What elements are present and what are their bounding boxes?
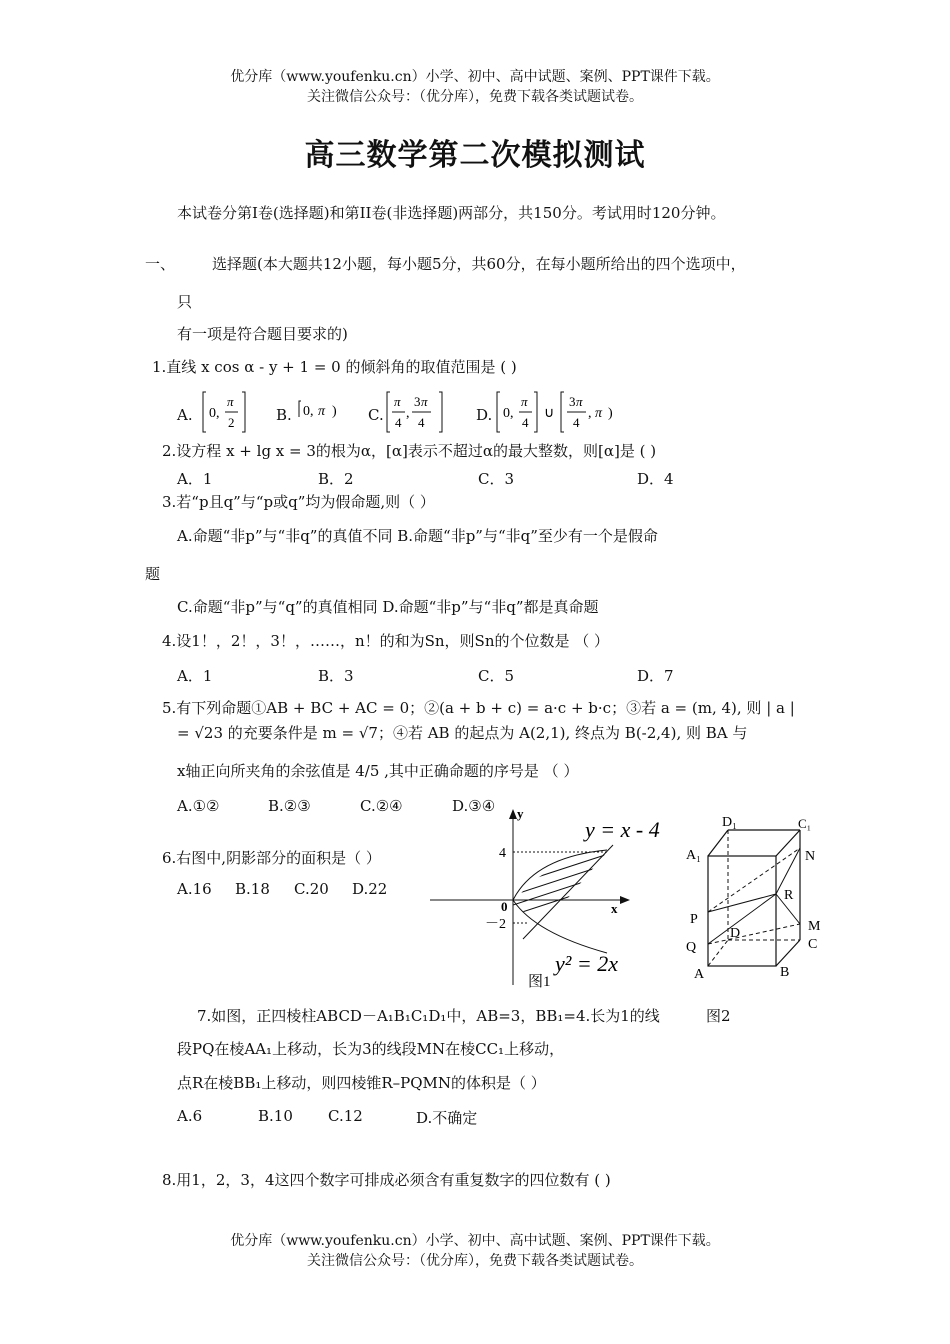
intro-text: 本试卷分第I卷(选择题)和第II卷(非选择题)两部分，共150分。考试用时120分钟。 xyxy=(177,204,726,222)
q2-stem: 2.设方程 x + lg x = 3的根为α，[α]表示不超过α的最大整数，则[α]是 ( ) xyxy=(162,442,657,460)
svg-text:0,: 0, xyxy=(503,406,514,421)
origin-label: 0 xyxy=(501,899,508,914)
section-text-b: 只 xyxy=(177,293,193,311)
svg-text:π: π xyxy=(421,394,428,409)
header-line-2: 关注微信公众号：（优分库），免费下载各类试题试卷。 xyxy=(307,89,643,105)
svg-text:π: π xyxy=(227,394,234,409)
label-p: P xyxy=(690,912,698,927)
q6-option-d: D.22 xyxy=(352,880,388,898)
figure-2-prism xyxy=(680,812,830,982)
svg-text:4: 4 xyxy=(395,415,402,430)
page-title: 高三数学第二次模拟测试 xyxy=(304,138,646,173)
q7-line-3: 点R在棱BB₁上移动，则四棱锥R–PQMN的体积是（ ） xyxy=(177,1074,546,1092)
label-r: R xyxy=(784,888,794,903)
q1-option-c-label: C. xyxy=(368,406,384,424)
section-text-c: 有一项是符合题目要求的) xyxy=(177,325,348,343)
label-q: Q xyxy=(686,940,697,955)
label-d1: D₁ xyxy=(722,815,737,830)
svg-text:0,: 0, xyxy=(209,406,220,421)
q1-option-a-label: A. xyxy=(177,406,193,424)
tick-4: 4 xyxy=(499,846,506,861)
svg-text:π: π xyxy=(576,394,583,409)
svg-text:): ) xyxy=(332,404,337,419)
q4-option-a: A．1 xyxy=(177,667,213,685)
label-m: M xyxy=(808,919,821,934)
svg-text:,: , xyxy=(406,406,410,421)
label-d: D xyxy=(730,926,741,941)
q5-line-1: 5.有下列命题①AB + BC + AC = 0；②(a + b + c) = a·c + b·c；③若 a = (m, 4), 则 | a | xyxy=(162,699,795,717)
q3-options-ab: A.命题“非p”与“非q”的真值不同 B.命题“非p”与“非q”至少有一个是假命 xyxy=(177,527,658,545)
q1-option-d-interval xyxy=(494,390,622,436)
q2-option-c: C．3 xyxy=(478,470,515,488)
q1-option-b-label: B. xyxy=(276,406,292,424)
label-b: B xyxy=(780,965,790,980)
svg-text:4: 4 xyxy=(573,415,580,430)
figure-1-graph xyxy=(425,805,675,990)
label-c: C xyxy=(808,937,818,952)
label-c1: C₁ xyxy=(798,816,812,831)
svg-text:π: π xyxy=(595,406,603,421)
y-axis-label: y xyxy=(517,806,524,821)
q2-option-b: B．2 xyxy=(318,470,354,488)
x-axis-label: x xyxy=(611,901,618,916)
q4-stem: 4.设1！，2！，3！，……，n！的和为Sn，则Sn的个位数是 （ ） xyxy=(162,632,610,650)
q5-line-3: x轴正向所夹角的余弦值是 4/5 ,其中正确命题的序号是 （ ） xyxy=(177,762,579,780)
footer-line-2: 关注微信公众号：（优分库），免费下载各类试题试卷。 xyxy=(307,1253,643,1269)
figure-2-caption: 图2 xyxy=(706,1007,731,1025)
svg-text:,: , xyxy=(588,406,592,421)
q6-option-c: C.20 xyxy=(294,880,329,898)
q4-option-c: C．5 xyxy=(478,667,515,685)
line-label: y = x - 4 xyxy=(585,817,660,842)
section-number: 一、 xyxy=(145,255,176,273)
x-axis-arrow xyxy=(620,896,630,904)
svg-text:): ) xyxy=(608,406,613,421)
svg-text:4: 4 xyxy=(522,415,529,430)
q6-option-b: B.18 xyxy=(235,880,270,898)
q7-line-2: 段PQ在棱AA₁上移动，长为3的线段MN在棱CC₁上移动， xyxy=(177,1040,565,1058)
q1-option-b-interval xyxy=(296,398,346,422)
svg-text:π: π xyxy=(318,404,326,419)
svg-text:π: π xyxy=(521,394,528,409)
y-axis-arrow xyxy=(509,809,517,819)
q2-option-d: D．4 xyxy=(637,470,674,488)
q6-option-a: A.16 xyxy=(177,880,212,898)
q4-option-d: D．7 xyxy=(637,667,674,685)
q7-option-b: B.10 xyxy=(258,1107,293,1125)
label-a1: A₁ xyxy=(686,848,701,863)
svg-text:0,: 0, xyxy=(303,404,314,419)
svg-text:3: 3 xyxy=(414,394,421,409)
shaded-region xyxy=(513,835,605,915)
svg-text:3: 3 xyxy=(569,394,576,409)
q5-option-a: A.①② xyxy=(177,797,220,815)
parabola-upper xyxy=(513,850,607,900)
label-n: N xyxy=(805,849,816,864)
q5-line-2: = √23 的充要条件是 m = √7；④若 AB 的起点为 A(2,1), 终点为 B(-2,4), 则 BA 与 xyxy=(177,724,748,742)
footer-line-1: 优分库（www.youfenku.cn）小学、初中、高中试题、案例、PPT课件下载。 xyxy=(230,1233,720,1249)
header-line-1: 优分库（www.youfenku.cn）小学、初中、高中试题、案例、PPT课件下载。 xyxy=(230,69,720,85)
svg-text:4: 4 xyxy=(418,415,425,430)
svg-text:2: 2 xyxy=(228,415,235,430)
q6-stem: 6.右图中,阴影部分的面积是（ ） xyxy=(162,849,381,867)
q1-option-c-interval xyxy=(384,390,448,436)
curve-label: y² = 2x xyxy=(555,951,618,976)
q3-options-ab-cont: 题 xyxy=(145,565,161,583)
svg-text:π: π xyxy=(394,394,401,409)
q1-option-a-interval xyxy=(200,390,248,436)
q2-option-a: A．1 xyxy=(177,470,213,488)
q7-option-a: A.6 xyxy=(177,1107,203,1125)
section-text-a: 选择题(本大题共12小题，每小题5分，共60分，在每小题所给出的四个选项中， xyxy=(212,255,746,273)
q1-stem: 1.直线 x cos α - y + 1 = 0 的倾斜角的取值范围是 ( ) xyxy=(152,358,517,376)
parabola-lower xyxy=(513,900,607,953)
svg-text:∪: ∪ xyxy=(544,406,555,421)
q7-option-d: D.不确定 xyxy=(416,1109,478,1127)
q4-option-b: B．3 xyxy=(318,667,354,685)
q7-option-c: C.12 xyxy=(328,1107,363,1125)
q5-option-c: C.②④ xyxy=(360,797,403,815)
line-y-x-4 xyxy=(523,845,613,939)
q7-line-1: 7.如图，正四棱柱ABCD－A₁B₁C₁D₁中，AB=3，BB₁=4.长为1的线 xyxy=(197,1007,660,1025)
q8-stem: 8.用1，2，3，4这四个数字可排成必须含有重复数字的四位数有 ( ) xyxy=(162,1171,611,1189)
label-a: A xyxy=(694,967,705,982)
q3-stem: 3.若“p且q”与“p或q”均为假命题,则（ ） xyxy=(162,493,435,511)
q5-option-d: D.③④ xyxy=(452,797,496,815)
q1-option-d-label: D. xyxy=(476,406,493,424)
tick-neg2: －2 xyxy=(485,917,506,932)
figure-1-caption: 图1 xyxy=(528,974,551,990)
q5-option-b: B.②③ xyxy=(268,797,311,815)
q3-options-cd: C.命题“非p”与“q”的真值相同 D.命题“非p”与“非q”都是真命题 xyxy=(177,598,599,616)
